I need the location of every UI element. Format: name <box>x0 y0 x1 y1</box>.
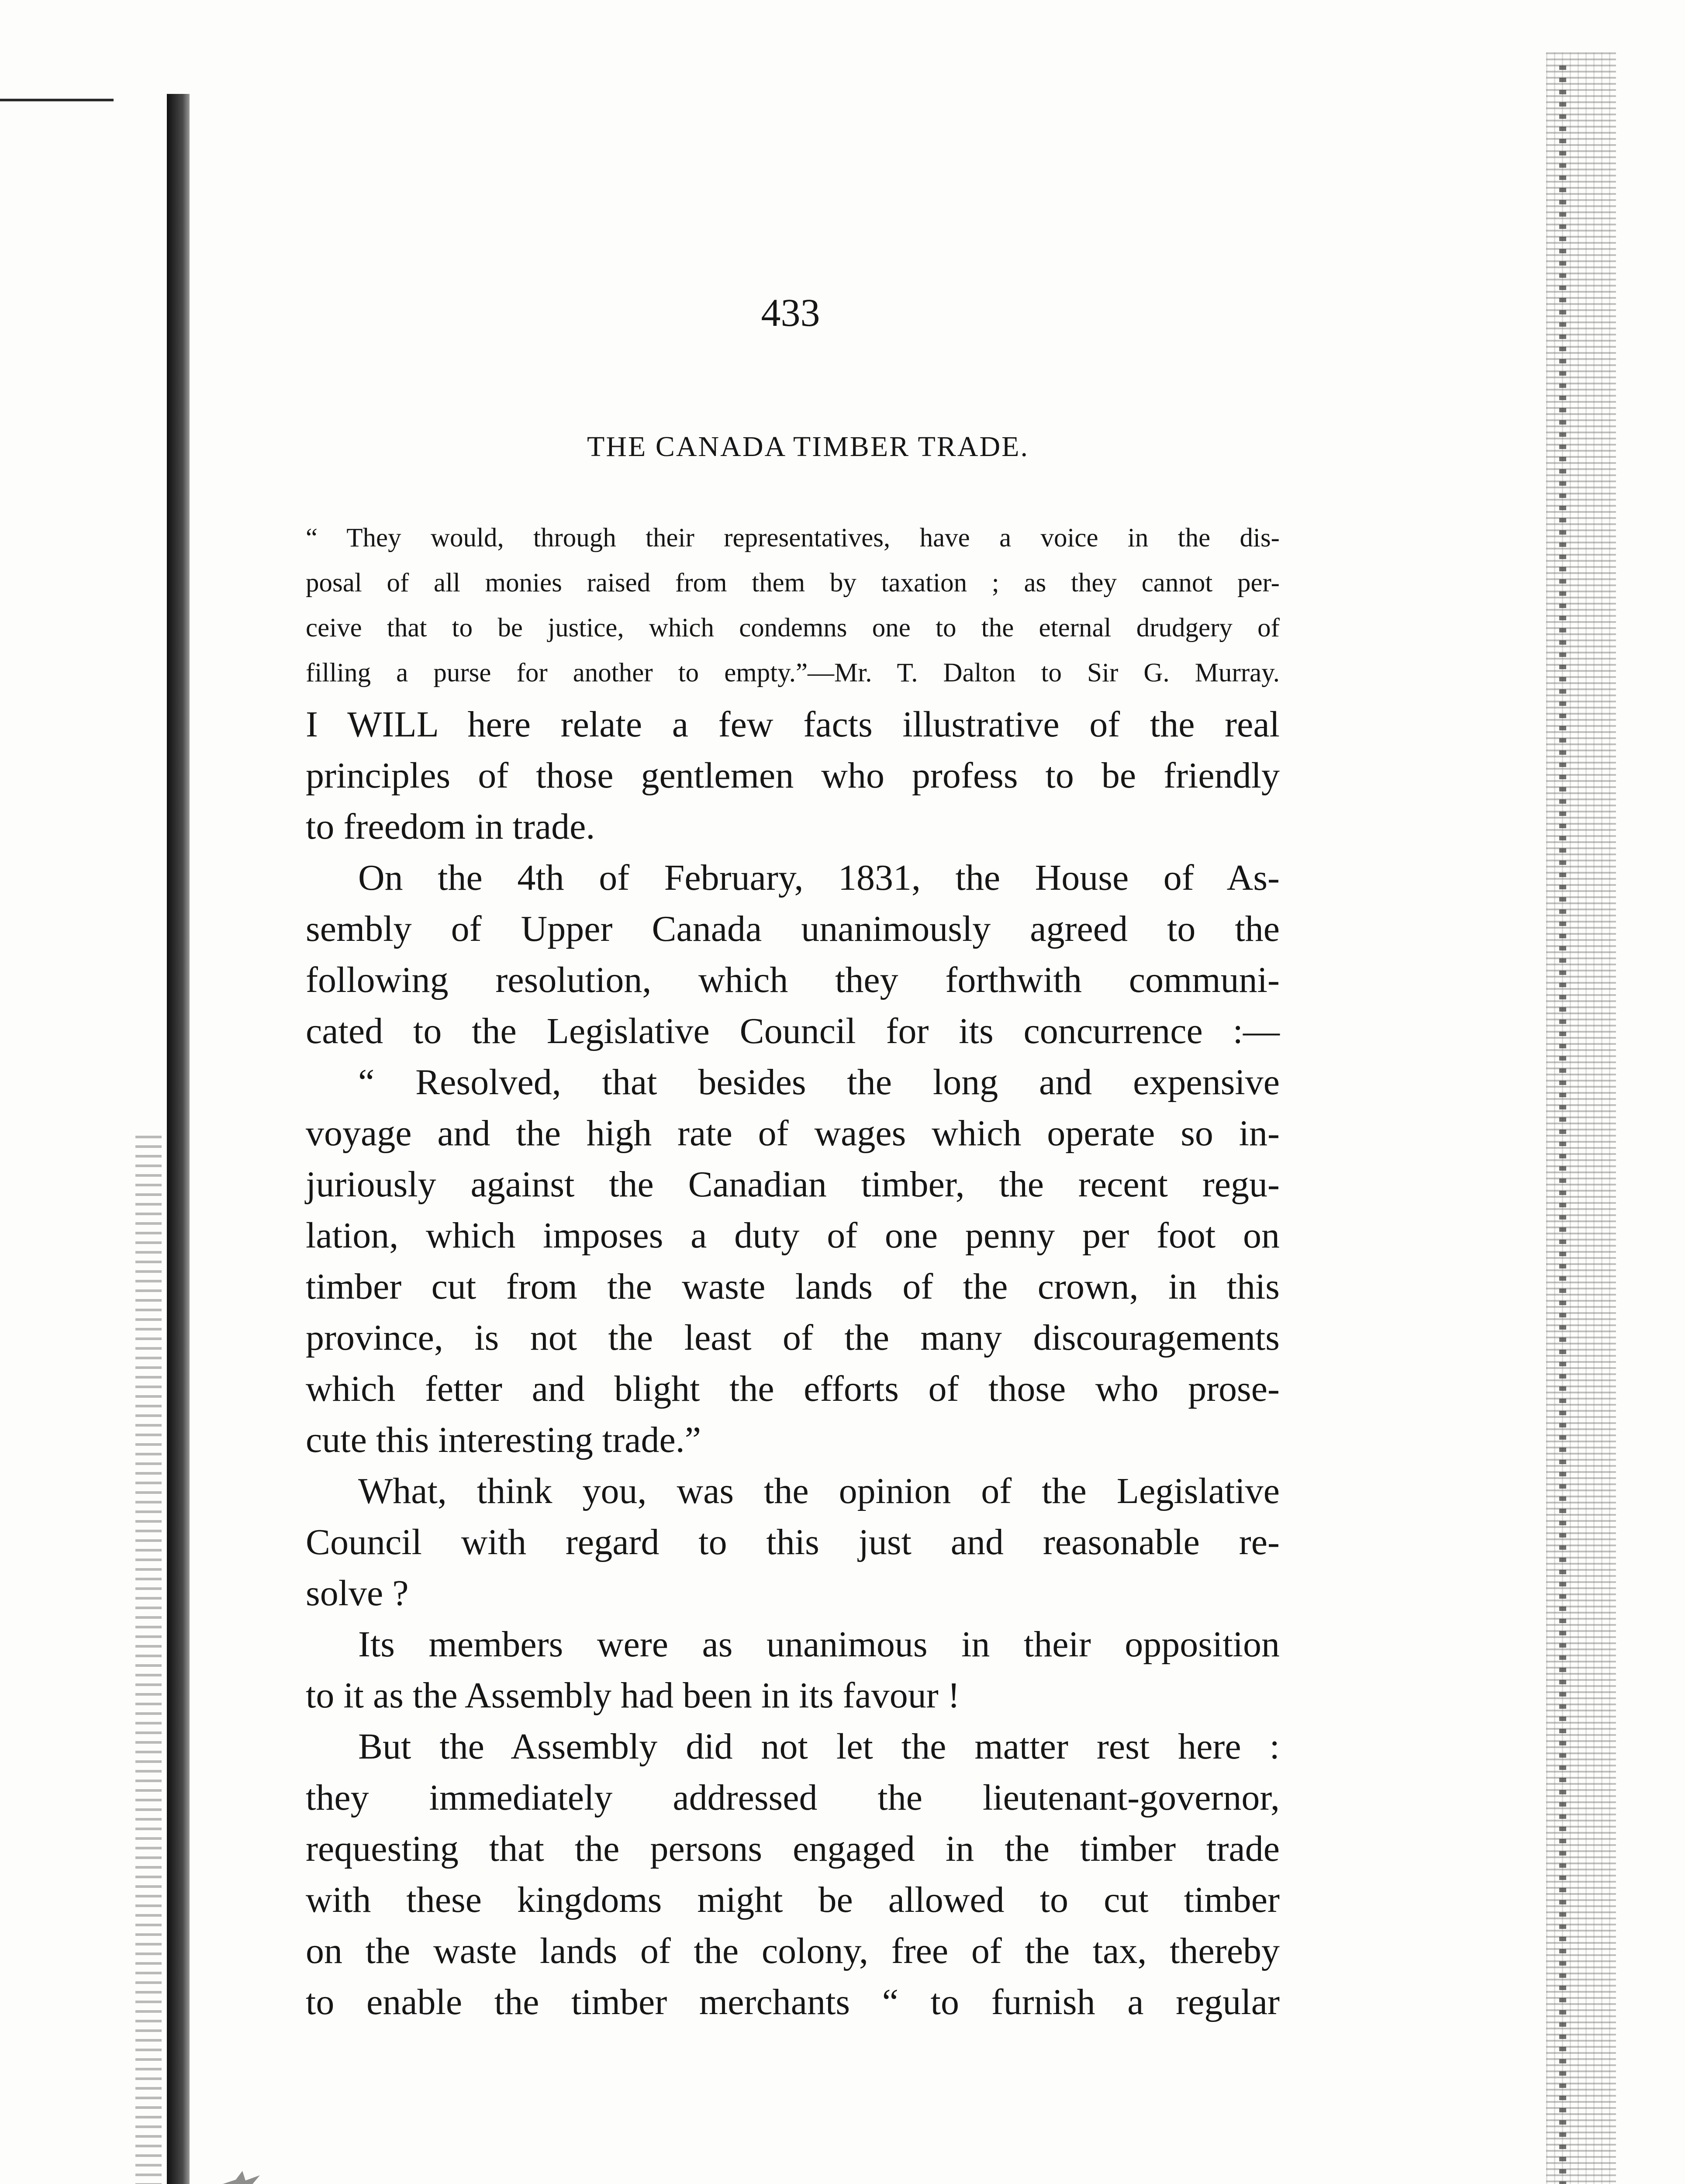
paragraph-line: voyage and the high rate of wages which operate so in- <box>306 1113 1280 1154</box>
paragraph-line: principles of those gentlemen who profess to be friendly <box>306 755 1280 796</box>
paragraph-line: to it as the Assembly had been in its favour ! <box>306 1675 960 1716</box>
paragraph-line: timber cut from the waste lands of the crown, in this <box>306 1266 1280 1307</box>
paragraph-line: province, is not the least of the many discouragements <box>306 1317 1280 1358</box>
epigraph-quote <box>306 515 1280 695</box>
paragraph-line: What, think you, was the opinion of the Legislative <box>358 1471 1280 1511</box>
paragraph-line: cute this interesting trade.” <box>306 1420 701 1460</box>
paragraph-line: which fetter and blight the efforts of those who prose- <box>306 1368 1280 1409</box>
paragraph-line: with these kingdoms might be allowed to cut timber <box>306 1880 1280 1920</box>
paragraph-line: “ Resolved, that besides the long and expensive <box>358 1062 1280 1102</box>
paragraph-line: to enable the timber merchants “ to furnish a regular <box>306 1982 1280 2022</box>
paragraph-line: Its members were as unanimous in their opposition <box>358 1624 1280 1665</box>
page-edge-bar <box>1559 66 1566 2184</box>
paragraph-line: I WILL here relate a few facts illustrative of the real <box>306 704 1280 745</box>
paragraph-line: solve ? <box>306 1573 409 1614</box>
paragraph-line: to freedom in trade. <box>306 806 595 847</box>
page-edge-texture <box>1546 52 1616 2184</box>
paragraph-line: requesting that the persons engaged in the timber trade <box>306 1828 1280 1869</box>
edge-rule <box>0 99 114 101</box>
paragraph-line: cated to the Legislative Council for its concurrence :— <box>306 1011 1280 1051</box>
paragraph-line: Council with regard to this just and reasonable re- <box>306 1522 1280 1562</box>
paragraph-line: following resolution, which they forthwith communi- <box>306 960 1280 1000</box>
paragraph-line: on the waste lands of the colony, free of the tax, thereby <box>306 1931 1280 1971</box>
chapter-heading: THE CANADA TIMBER TRADE. <box>587 431 1029 463</box>
epigraph-line: ceive that to be justice, which condemns one to the eternal drudgery of <box>306 613 1280 643</box>
paragraph-line: juriously against the Canadian timber, the recent regu- <box>306 1164 1280 1205</box>
epigraph-line: posal of all monies raised from them by taxation ; as they cannot per- <box>306 568 1280 598</box>
paragraph-line: sembly of Upper Canada unanimously agreed to the <box>306 909 1280 949</box>
book-spine-shadow <box>167 94 190 2184</box>
epigraph-line: “ They would, through their representatives, have a voice in the dis- <box>306 523 1280 553</box>
paragraph-line: lation, which imposes a duty of one penny per foot on <box>306 1215 1280 1256</box>
binding-texture <box>135 1136 162 2184</box>
paragraph-line: they immediately addressed the lieutenant-governor, <box>306 1777 1280 1818</box>
paragraph-line: But the Assembly did not let the matter rest here : <box>358 1726 1280 1767</box>
page-number: 433 <box>761 291 820 335</box>
paragraph-line: On the 4th of February, 1831, the House of As- <box>358 857 1280 898</box>
ink-blot-icon <box>218 2167 271 2184</box>
body-text <box>306 699 1280 2028</box>
epigraph-line: filling a purse for another to empty.”—Mr. T. Dalton to Sir G. Murray. <box>306 658 1280 688</box>
